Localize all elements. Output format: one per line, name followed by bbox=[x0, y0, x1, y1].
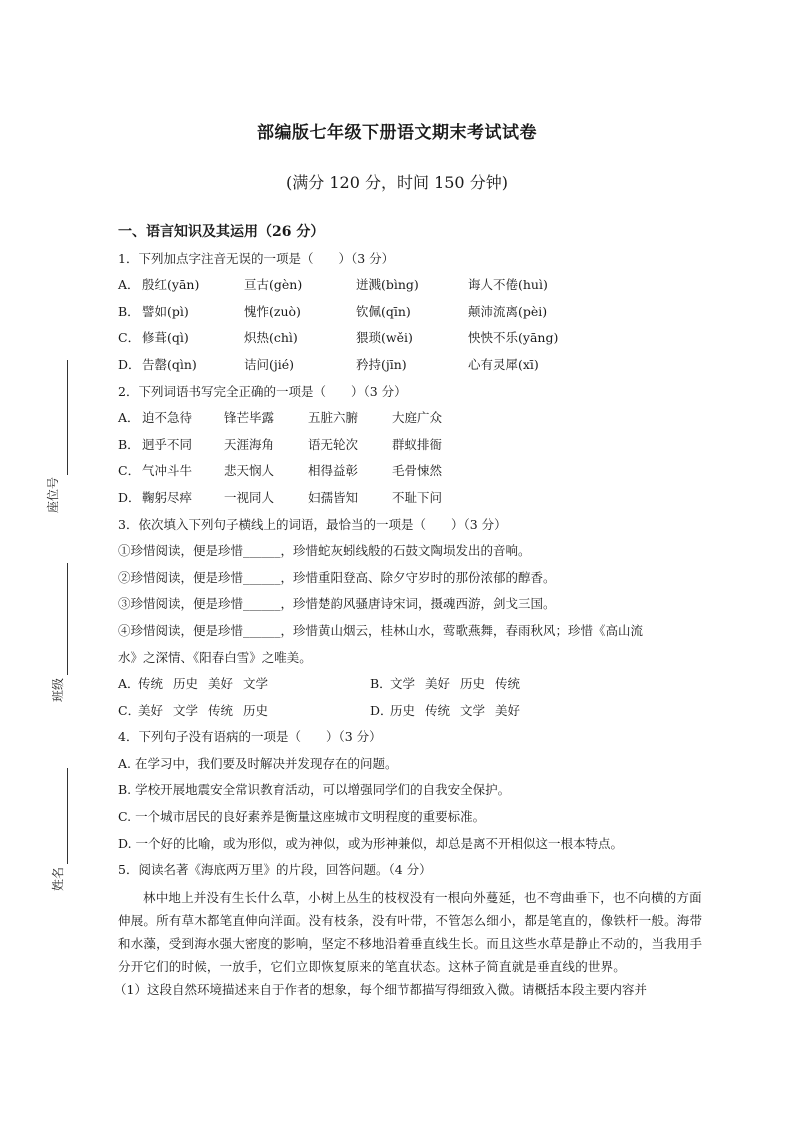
question-3-sentence-2: ②珍惜阅读，便是珍惜______，珍惜重阳登高、除夕守岁时的那份浓郁的醇香。 bbox=[118, 569, 556, 585]
question-4-option-d: D. 一个好的比喻，或为形似，或为神似，或为形神兼似，却总是离不开相似这一根本特点。 bbox=[118, 835, 624, 851]
exam-title: 部编版七年级下册语文期末考试试卷 bbox=[257, 123, 537, 143]
question-3-sentence-4: ④珍惜阅读，便是珍惜______，珍惜黄山烟云，桂林山水，莺歌燕舞，春雨秋风；珍惜《高山流 bbox=[118, 622, 644, 638]
name-field bbox=[52, 768, 82, 898]
class-label: 班级 bbox=[52, 675, 82, 705]
question-2-stem: 2．下列词语书写完全正确的一项是（ ）（3 分） bbox=[118, 383, 407, 399]
exam-subtitle: (满分 120 分，时间 150 分钟) bbox=[286, 173, 508, 192]
question-5-stem: 5．阅读名著《海底两万里》的片段，回答问题。（4 分） bbox=[118, 862, 432, 878]
question-1-option-b: B． 譬如(pì) 愧怍(zuò) 钦佩(qīn) 颠沛流离(pèi) bbox=[118, 303, 548, 319]
exam-content bbox=[114, 219, 714, 1002]
question-3-option-d: D． 历史 传统 文学 美好 bbox=[370, 702, 521, 718]
question-4-option-b: B. 学校开展地震安全常识教育活动，可以增强同学们的自我安全保护。 bbox=[118, 782, 511, 798]
question-4-stem: 4．下列句子没有语病的一项是（ ）（3 分） bbox=[118, 729, 382, 745]
question-3-options-cd bbox=[118, 698, 714, 725]
question-3-stem: 3．依次填入下列句子横线上的词语，最恰当的一项是（ ）（3 分） bbox=[118, 516, 507, 532]
question-2-option-a: A． 迫不急待 锋芒毕露 五脏六腑 大庭广众 bbox=[118, 410, 443, 426]
class-field bbox=[52, 563, 82, 713]
question-3-option-b: B． 文学 美好 历史 传统 bbox=[370, 676, 521, 692]
question-4-option-c: C. 一个城市居民的良好素养是衡量这座城市文明程度的重要标准。 bbox=[118, 809, 486, 825]
question-2-option-b: B． 迥乎不同 天涯海角 语无轮次 群蚁排衙 bbox=[118, 436, 443, 452]
question-3-sentence-1: ①珍惜阅读，便是珍惜______，珍惜蛇灰蚓线般的石鼓文陶埙发出的音响。 bbox=[118, 543, 531, 559]
question-1-stem: 1．下列加点字注音无误的一项是（ ）（3 分） bbox=[118, 250, 395, 266]
question-1-option-c: C． 修葺(qì) 炽热(chì) 猥琐(wěi) 怏怏不乐(yāng) bbox=[118, 330, 559, 346]
name-label: 姓名 bbox=[52, 864, 82, 894]
question-4-option-a: A. 在学习中，我们要及时解决并发现存在的问题。 bbox=[118, 755, 398, 771]
question-3-option-c: C． 美好 文学 传统 历史 bbox=[118, 702, 269, 718]
question-1-option-d: D． 告罄(qìn) 诘问(jié) 矜持(jīn) 心有灵犀(xī) bbox=[118, 356, 539, 372]
seat-number-label: 座位号 bbox=[47, 475, 87, 515]
question-3-option-a: A． 传统 历史 美好 文学 bbox=[118, 676, 269, 692]
question-3-sentence-3: ③珍惜阅读，便是珍惜______，珍惜楚韵风骚唐诗宋词，摄魂西游，剑戈三国。 bbox=[118, 596, 556, 612]
question-3-sentence-4-cont: 水》之深情、《阳春白雪》之唯美。 bbox=[118, 649, 312, 665]
question-5-subquestion-1: （1）这段自然环境描述来自于作者的想象，每个细节都描写得细致入微。请概括本段主要内容并 bbox=[114, 981, 647, 997]
section-heading: 一、语言知识及其运用（26 分） bbox=[118, 224, 325, 240]
seat-number-field bbox=[46, 360, 82, 520]
question-2-option-c: C． 气冲斗牛 悲天悯人 相得益彰 毛骨悚然 bbox=[118, 463, 443, 479]
question-3-options-ab bbox=[118, 671, 714, 698]
question-5-passage: 林中地上并没有生长什么草，小树上丛生的枝杈没有一根向外蔓延，也不弯曲垂下，也不向横的方面伸展。所有草木都笔直伸向洋面。没有枝条，没有叶带，不管怎么细小，都是笔直的，像铁杆一般。海带和水藻，受到海水强大密度的影响，坚定不移地沿着垂直线生长。而且这些水草是静止不动的，当我用手分开它们的时候，一放手，它们立即恢复原来的笔直状态。这林子简直就是垂直线的世界。 bbox=[118, 889, 703, 974]
question-1-option-a: A． 殷红(yān) 亘古(gèn) 迸溅(bìng) 诲人不倦(huì) bbox=[118, 277, 548, 293]
question-2-option-d: D． 鞠躬尽瘁 一视同人 妇孺皆知 不耻下问 bbox=[118, 489, 443, 505]
